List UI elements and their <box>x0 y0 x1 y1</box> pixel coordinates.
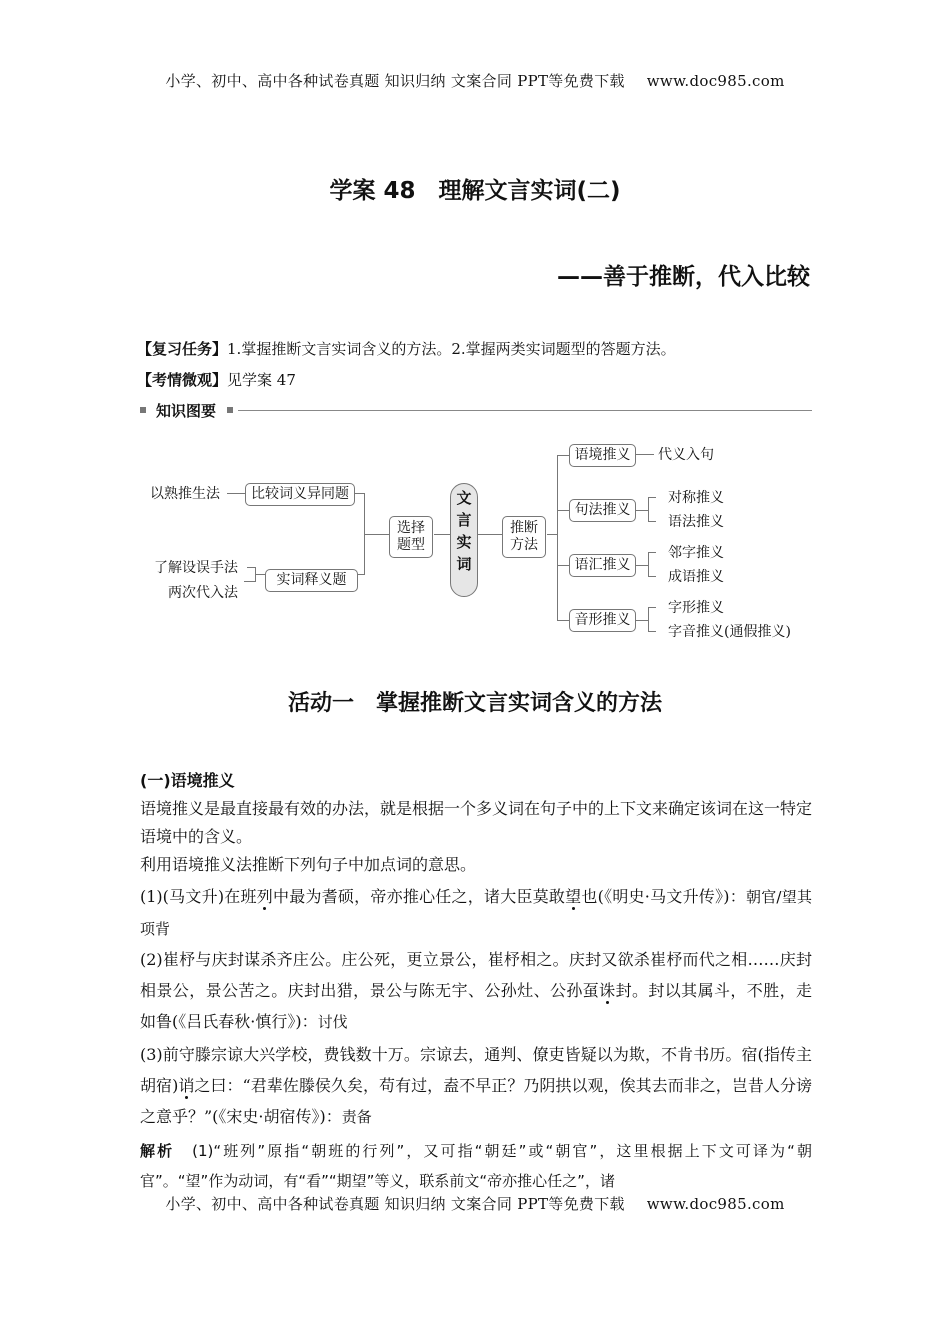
section-heading: (一)语境推义 <box>140 771 235 790</box>
inference-leaf: 邻字推义 <box>668 545 724 561</box>
bullet-square-icon <box>227 407 233 413</box>
inference-leaf: 语法推义 <box>668 514 724 530</box>
analysis-paragraph <box>140 1136 812 1196</box>
method-leaf: 两次代入法 <box>168 585 238 601</box>
method-leaf: 了解设误手法 <box>154 560 238 576</box>
question-item-3: (3)前守滕宗谅大兴学校，费钱数十万。宗谅去，通判、僚吏皆疑以为欺，不肯书历。宿(指传主胡宿)诮之曰：“君辈佐滕侯久矣，苟有过，盍不早正？乃阴拱以观，俟其去而非之，岂昔人分谤之意乎？”(《宋史·胡宿传》)：责备 <box>140 1045 812 1126</box>
inference-leaf: 代义入句 <box>658 447 714 463</box>
knowledge-map-label: 知识图要 <box>156 402 217 420</box>
review-task <box>137 338 676 359</box>
bullet-square-icon <box>140 407 146 413</box>
dotted-word: 诮 <box>178 1076 195 1095</box>
question-item-1: (1)(马文升)在班列中最为耆硕，帝亦推心任之，诸大臣莫敢望也(《明史·马文升传》)：朝官/望其项背 <box>140 887 812 938</box>
method-leaf: 以熟推生法 <box>150 486 220 502</box>
analysis-text: (1)“班列”原指“朝班的行列”，又可指“朝廷”或“朝官”，这里根据上下文可译为“朝官”。“望”作为动词，有“看”“期望”等义，联系前文“帝亦推心任之”，诸 <box>140 1142 812 1190</box>
inference-method-node: 句法推义 <box>569 499 636 522</box>
dotted-word: 望 <box>565 887 582 906</box>
inference-method-node: 音形推义 <box>569 609 636 632</box>
header-url[interactable]: www.doc985.com <box>646 72 785 90</box>
question-type-node: 比较词义异同题 <box>245 483 355 506</box>
page-subtitle: ——善于推断，代入比较 <box>557 264 810 290</box>
inference-leaf: 字形推义 <box>668 600 724 616</box>
inference-leaf: 字音推义(通假推义) <box>668 624 791 640</box>
activity-title: 活动一 掌握推断文言实词含义的方法 <box>287 691 662 716</box>
question-item-2: (2)崔杼与庆封谋杀齐庄公。庄公死，更立景公，崔杼相之。庆封又欲杀崔杼而代之相……庆封相景公，景公苦之。庆封出猎，景公与陈无宇、公孙灶、公孙虿诛封。封以其属斗，不胜，走如鲁(《吕氏春秋·慎行》)：讨伐 <box>140 950 812 1031</box>
footer-text: 小学、初中、高中各种试卷真题 知识归纳 文案合同 PPT等免费下载 <box>165 1195 625 1213</box>
review-task-text: 1.掌握推断文言实词含义的方法。2.掌握两类实词题型的答题方法。 <box>227 340 676 358</box>
question-type-node: 实词释义题 <box>265 569 358 592</box>
header-text: 小学、初中、高中各种试卷真题 知识归纳 文案合同 PPT等免费下载 <box>165 72 625 90</box>
answer-text: 责备 <box>341 1108 372 1126</box>
exam-view <box>137 369 296 390</box>
exam-view-text: 见学案 47 <box>227 371 296 389</box>
core-node: 文 言 实 词 <box>450 483 478 597</box>
knowledge-map-heading <box>140 399 812 423</box>
inference-method-node: 语汇推义 <box>569 554 636 577</box>
knowledge-map-diagram <box>137 428 817 643</box>
inference-leaf: 成语推义 <box>668 569 724 585</box>
heading-rule <box>238 410 812 411</box>
page-footer <box>0 1193 950 1214</box>
analysis-label: 解析 <box>140 1142 175 1160</box>
dotted-word: 诛 <box>599 981 616 1000</box>
review-task-label: 【复习任务】 <box>137 340 228 358</box>
exam-view-label: 【考情微观】 <box>137 371 228 389</box>
intro-paragraph: 语境推义是最直接最有效的办法，就是根据一个多义词在句子中的上下文来确定该词在这一特定语境中的含义。 <box>140 799 813 846</box>
instruction-paragraph: 利用语境推义法推断下列句子中加点词的意思。 <box>140 855 477 874</box>
dotted-word: 列 <box>256 887 273 906</box>
answer-text: 讨伐 <box>317 1013 348 1031</box>
answer-text: 朝官/望其项背 <box>140 888 812 938</box>
left-branch-node: 选择题型 <box>389 516 433 558</box>
inference-leaf: 对称推义 <box>668 490 724 506</box>
footer-url[interactable]: www.doc985.com <box>646 1195 785 1213</box>
page-title: 学案 48 理解文言实词(二) <box>329 178 621 204</box>
page-header <box>0 70 950 91</box>
right-branch-node: 推断方法 <box>502 516 546 558</box>
inference-method-node: 语境推义 <box>569 444 636 467</box>
